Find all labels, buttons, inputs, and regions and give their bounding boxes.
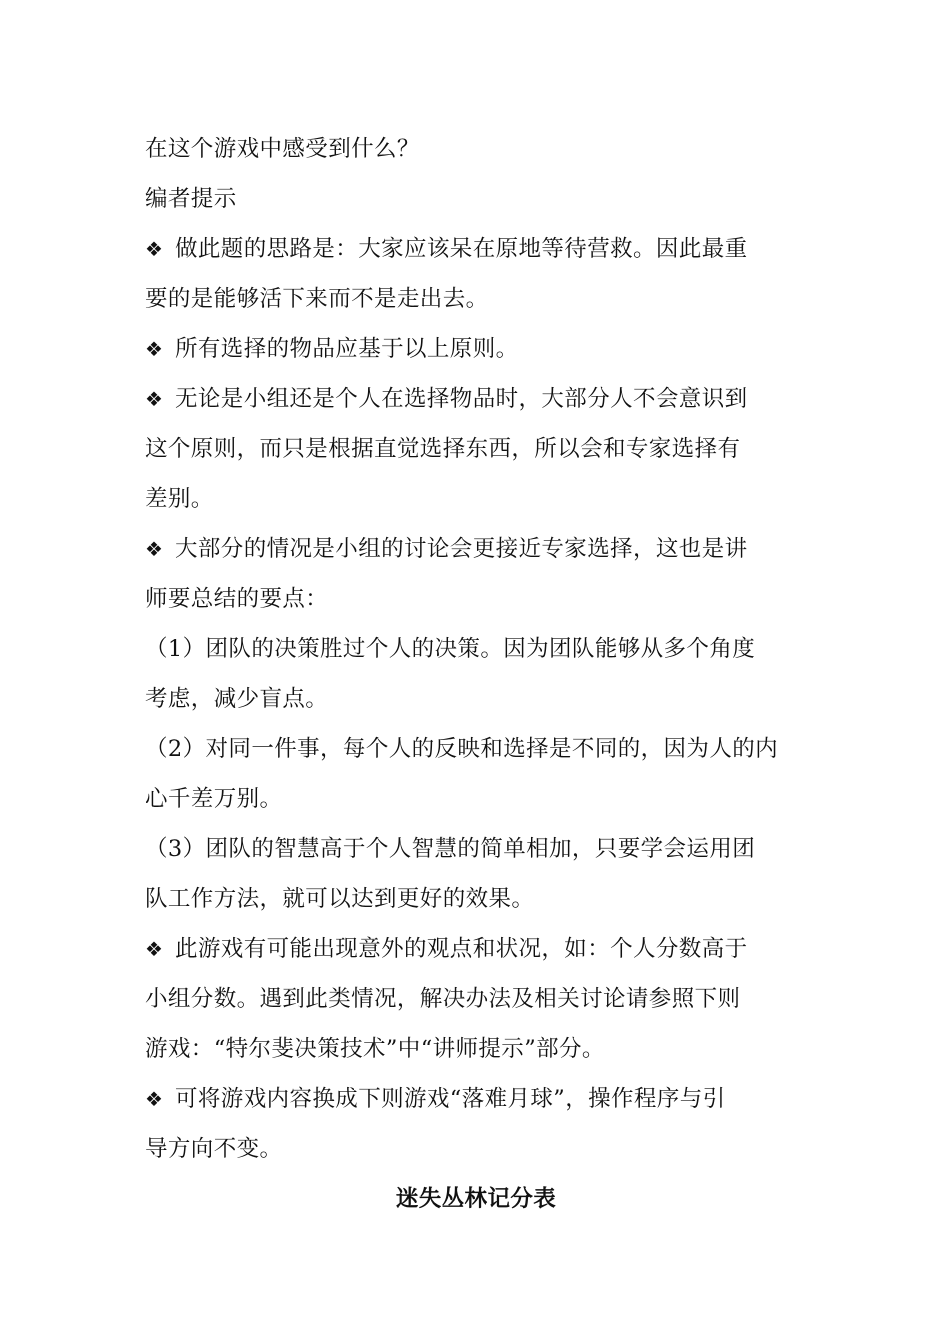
paragraph-line: 要的是能够活下来而不是走出去。 [145,286,489,312]
bullet-text: 可将游戏内容换成下则游戏“落难月球”，操作程序与引 [175,1086,726,1112]
numbered-point-1: （1）团队的决策胜过个人的决策。因为团队能够从多个角度 [145,636,756,662]
paragraph-line: 心千差万别。 [145,786,283,812]
question-line: 在这个游戏中感受到什么？ [145,136,420,162]
paragraph-line: 考虑，减少盲点。 [145,686,329,712]
bullet-text: 所有选择的物品应基于以上原则。 [175,336,519,362]
bullet-line [145,524,807,574]
paragraph-line: 小组分数。遇到此类情况，解决办法及相关讨论请参照下则 [145,986,741,1012]
bullet-diamond-icon: ❖ [145,937,164,961]
paragraph-line: 差别。 [145,486,214,512]
bullet-text: 无论是小组还是个人在选择物品时，大部分人不会意识到 [175,386,748,412]
bullet-diamond-icon: ❖ [145,387,164,411]
bullet-line [145,924,807,974]
bullet-diamond-icon: ❖ [145,337,164,361]
bullet-text: 此游戏有可能出现意外的观点和状况，如：个人分数高于 [175,936,748,962]
paragraph-line: 游戏：“特尔斐决策技术”中“讲师提示”部分。 [145,1036,605,1062]
bullet-diamond-icon: ❖ [145,237,164,261]
document-page [145,124,807,1224]
bullet-text: 大部分的情况是小组的讨论会更接近专家选择，这也是讲 [175,536,748,562]
paragraph-line: 师要总结的要点： [145,586,329,612]
paragraph-line: 队工作方法，就可以达到更好的效果。 [145,886,535,912]
bullet-line [145,324,807,374]
paragraph-line: 导方向不变。 [145,1136,283,1162]
paragraph-line: 这个原则，而只是根据直觉选择东西，所以会和专家选择有 [145,436,741,462]
bullet-diamond-icon: ❖ [145,537,164,561]
numbered-point-3: （3）团队的智慧高于个人智慧的简单相加，只要学会运用团 [145,836,756,862]
bullet-line [145,374,807,424]
table-title: 迷失丛林记分表 [395,1186,557,1212]
numbered-point-2: （2）对同一件事，每个人的反映和选择是不同的，因为人的内 [145,736,779,762]
section-heading-editor-tips: 编者提示 [145,186,237,212]
bullet-text: 做此题的思路是：大家应该呆在原地等待营救。因此最重 [175,236,748,262]
bullet-diamond-icon: ❖ [145,1087,164,1111]
bullet-line [145,1074,807,1124]
bullet-line [145,224,807,274]
